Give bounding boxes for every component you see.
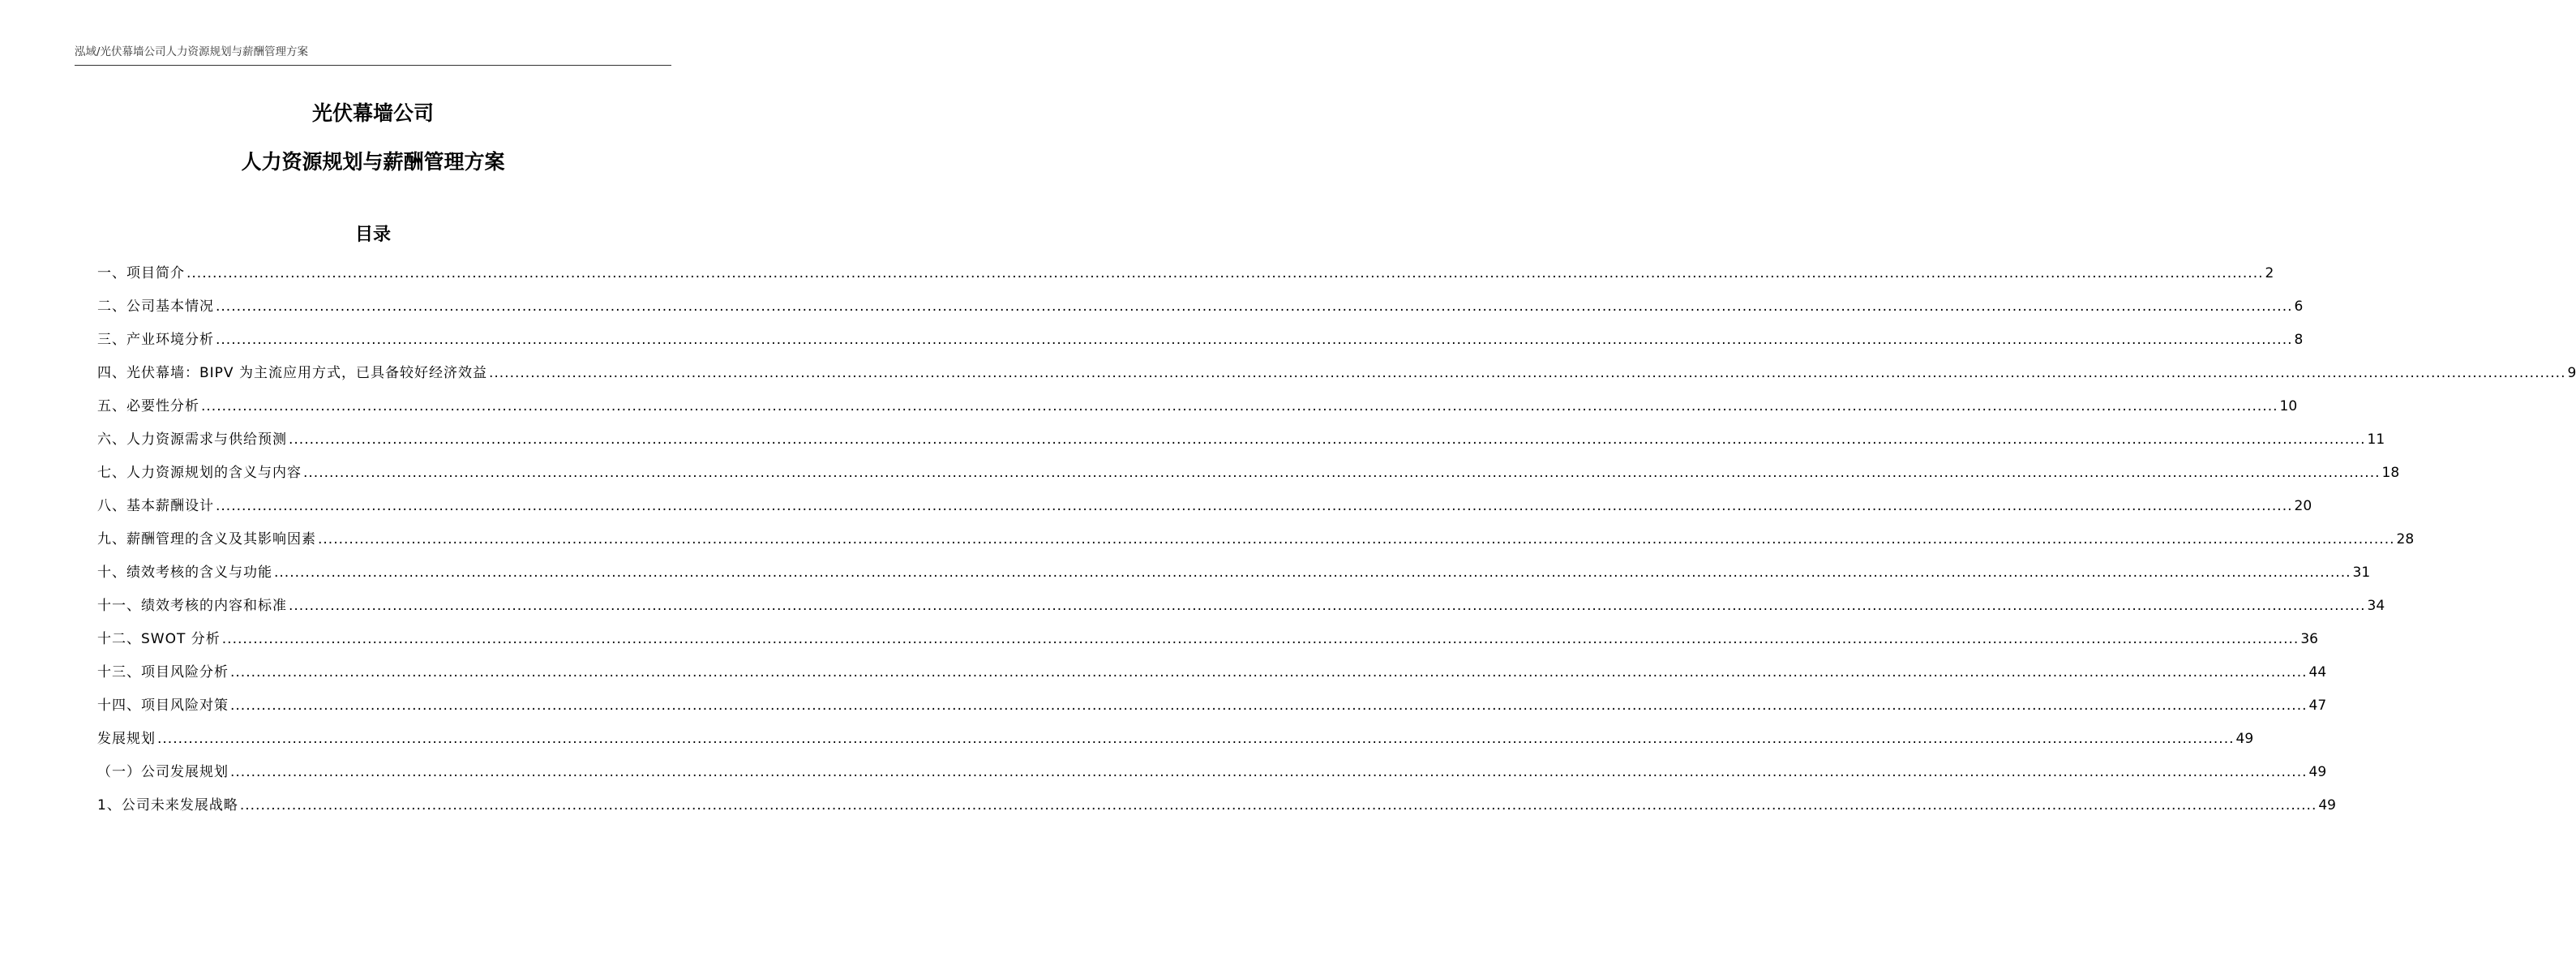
toc-entry-label: 发展规划	[97, 731, 156, 747]
toc-entry[interactable]	[97, 660, 2327, 693]
toc-entry-page-number: 9	[2567, 365, 2576, 381]
toc-entry-page-number: 47	[2308, 698, 2327, 714]
toc-entry[interactable]	[97, 261, 2274, 294]
toc-entry-number: 八、	[97, 498, 126, 514]
toc-entry[interactable]	[97, 361, 2576, 394]
toc-entry[interactable]	[97, 727, 2254, 760]
toc-entry-label: 公司基本情况	[126, 298, 214, 315]
toc-entry-label: 项目简介	[126, 265, 185, 281]
toc-entry-page-number: 49	[2235, 731, 2254, 747]
toc-dot-leader: ................................................................................................................................................................................................................................................................................................................................................................................................................	[488, 365, 2566, 381]
toc-entry-page-number: 49	[2308, 764, 2327, 780]
toc-entry-number: 四、	[97, 365, 126, 381]
toc-entry[interactable]	[97, 760, 2327, 793]
toc-dot-leader: ................................................................................................................................................................................................................................................................................................................................................................................................................	[318, 531, 2395, 547]
toc-entry-page-number: 31	[2352, 565, 2371, 581]
toc-entry-label: SWOT 分析	[141, 631, 221, 647]
toc-entry-number: 六、	[97, 431, 126, 448]
document-title-line-2: 人力资源规划与薪酬管理方案	[241, 150, 505, 174]
toc-entry-number: 一、	[97, 265, 126, 281]
toc-entry[interactable]	[97, 394, 2298, 427]
toc-entry-number: 十一、	[97, 598, 141, 614]
toc-entry[interactable]	[97, 527, 2415, 560]
toc-entry-page-number: 28	[2396, 531, 2415, 547]
document-title-line-1: 光伏幕墙公司	[311, 101, 434, 125]
toc-dot-leader: ................................................................................................................................................................................................................................................................................................................................................................................................................	[201, 398, 2278, 414]
toc-dot-leader: ................................................................................................................................................................................................................................................................................................................................................................................................................	[216, 298, 2293, 315]
toc-dot-leader: ................................................................................................................................................................................................................................................................................................................................................................................................................	[221, 631, 2300, 647]
toc-entry-page-number: 44	[2308, 664, 2327, 680]
toc-entry-page-number: 6	[2294, 298, 2304, 315]
toc-entry-number: 七、	[97, 465, 126, 481]
toc-entry-page-number: 20	[2294, 498, 2312, 514]
toc-entry[interactable]	[97, 328, 2304, 361]
toc-entry-page-number: 49	[2318, 797, 2336, 814]
toc-entry[interactable]	[97, 461, 2400, 494]
toc-heading: 目录	[354, 225, 391, 245]
toc-entry-page-number: 36	[2300, 631, 2318, 647]
toc-entry[interactable]	[97, 427, 2385, 461]
toc-dot-leader: ................................................................................................................................................................................................................................................................................................................................................................................................................	[157, 731, 2235, 747]
toc-entry[interactable]	[97, 594, 2385, 627]
toc-dot-leader: ................................................................................................................................................................................................................................................................................................................................................................................................................	[216, 498, 2293, 514]
toc-dot-leader: ................................................................................................................................................................................................................................................................................................................................................................................................................	[239, 797, 2317, 814]
toc-entry-label: 绩效考核的含义与功能	[126, 565, 272, 581]
toc-entry-number: 五、	[97, 398, 126, 414]
table-of-contents	[97, 261, 2576, 826]
toc-entry-number: 十、	[97, 565, 126, 581]
toc-entry-page-number: 2	[2265, 265, 2274, 281]
toc-entry-number: 九、	[97, 531, 126, 547]
toc-entry[interactable]	[97, 294, 2304, 328]
toc-entry[interactable]	[97, 560, 2371, 594]
toc-dot-leader: ................................................................................................................................................................................................................................................................................................................................................................................................................	[186, 265, 2264, 281]
toc-entry-page-number: 8	[2294, 332, 2304, 348]
toc-entry-number: 三、	[97, 332, 126, 348]
toc-entry[interactable]	[97, 494, 2312, 527]
toc-entry-label: 基本薪酬设计	[126, 498, 214, 514]
toc-entry-label: 绩效考核的内容和标准	[141, 598, 287, 614]
toc-dot-leader: ................................................................................................................................................................................................................................................................................................................................................................................................................	[216, 332, 2293, 348]
toc-entry-page-number: 10	[2279, 398, 2298, 414]
toc-entry-number: 十三、	[97, 664, 141, 680]
toc-entry-label: 光伏幕墙：BIPV 为主流应用方式，已具备较好经济效益	[126, 365, 487, 381]
toc-entry-page-number: 18	[2381, 465, 2400, 481]
toc-entry-page-number: 34	[2367, 598, 2385, 614]
toc-entry[interactable]	[97, 693, 2327, 727]
toc-entry-label: 产业环境分析	[126, 332, 214, 348]
toc-dot-leader: ................................................................................................................................................................................................................................................................................................................................................................................................................	[230, 764, 2308, 780]
toc-entry[interactable]	[97, 793, 2336, 826]
toc-entry-label: 人力资源需求与供给预测	[126, 431, 287, 448]
toc-entry-number: 十二、	[97, 631, 141, 647]
toc-entry-number: 十四、	[97, 698, 141, 714]
toc-entry-label: （一）公司发展规划	[97, 764, 229, 780]
toc-dot-leader: ................................................................................................................................................................................................................................................................................................................................................................................................................	[289, 431, 2366, 448]
toc-entry-label: 人力资源规划的含义与内容	[126, 465, 302, 481]
toc-dot-leader: ................................................................................................................................................................................................................................................................................................................................................................................................................	[230, 664, 2308, 680]
toc-entry-page-number: 11	[2367, 431, 2385, 448]
toc-entry-label: 1、公司未来发展战略	[97, 797, 238, 814]
toc-entry-label: 薪酬管理的含义及其影响因素	[126, 531, 316, 547]
toc-entry[interactable]	[97, 627, 2318, 660]
toc-entry-label: 项目风险对策	[141, 698, 229, 714]
toc-dot-leader: ................................................................................................................................................................................................................................................................................................................................................................................................................	[303, 465, 2381, 481]
toc-dot-leader: ................................................................................................................................................................................................................................................................................................................................................................................................................	[274, 565, 2351, 581]
toc-entry-number: 二、	[97, 298, 126, 315]
toc-entry-label: 必要性分析	[126, 398, 199, 414]
toc-dot-leader: ................................................................................................................................................................................................................................................................................................................................................................................................................	[230, 698, 2308, 714]
toc-entry-label: 项目风险分析	[141, 664, 229, 680]
toc-dot-leader: ................................................................................................................................................................................................................................................................................................................................................................................................................	[289, 598, 2366, 614]
running-header: 泓域/光伏幕墙公司人力资源规划与薪酬管理方案	[75, 42, 671, 66]
